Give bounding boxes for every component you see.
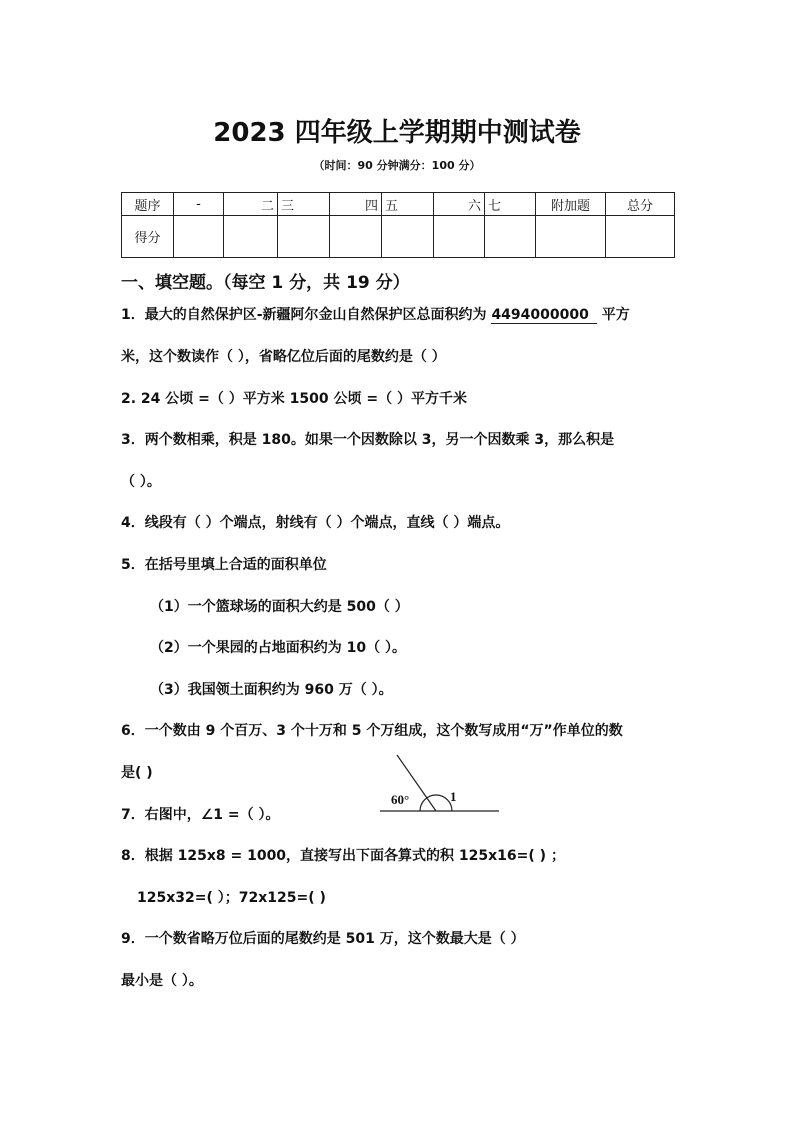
header-cell-5: 五 bbox=[382, 193, 434, 216]
header-cell-bonus: 附加题 bbox=[536, 193, 606, 216]
score-cell[interactable] bbox=[382, 216, 434, 258]
question-6-line-1: 6．一个数由 9 个百万、3 个十万和 5 个万组成，这个数写成用“万”作单位的数 bbox=[121, 723, 623, 739]
angle-label-1: 1 bbox=[450, 789, 457, 804]
score-cell[interactable] bbox=[174, 216, 224, 258]
score-table bbox=[121, 192, 675, 258]
question-6-line-2: 是( ) bbox=[121, 765, 153, 781]
score-cell[interactable] bbox=[330, 216, 382, 258]
score-cell[interactable] bbox=[606, 216, 675, 258]
exam-info: （时间：90 分钟满分：100 分） bbox=[313, 159, 481, 172]
question-5-item-1: （1）一个篮球场的面积大约是 500（ ） bbox=[150, 599, 409, 615]
question-1-line-1 bbox=[121, 304, 630, 324]
header-cell-order: 题序 bbox=[122, 193, 174, 216]
question-1-line-2: 米，这个数读作（ ），省略亿位后面的尾数约是（ ） bbox=[121, 349, 446, 365]
section-heading-fill-blank: 一、填空题。（每空 1 分，共 19 分） bbox=[121, 273, 410, 293]
score-table-header-row bbox=[122, 193, 675, 216]
score-cell[interactable] bbox=[278, 216, 330, 258]
score-cell[interactable] bbox=[434, 216, 485, 258]
question-5-item-2: （2）一个果园的占地面积约为 10（ ）。 bbox=[150, 640, 406, 656]
score-cell[interactable] bbox=[485, 216, 536, 258]
question-9-line-1: 9．一个数省略万位后面的尾数约是 501 万，这个数最大是（ ） bbox=[121, 931, 525, 947]
header-cell-4: 四 bbox=[330, 193, 382, 216]
question-5-item-3: （3）我国领土面积约为 960 万（ ）。 bbox=[150, 682, 393, 698]
score-cell[interactable] bbox=[224, 216, 278, 258]
question-7: 7．右图中，∠1 =（ ）。 bbox=[121, 807, 280, 823]
header-cell-3: 三 bbox=[278, 193, 330, 216]
page-title: 2023 四年级上学期期中测试卷 bbox=[213, 118, 581, 148]
angle-figure bbox=[375, 752, 505, 818]
question-5-stem: 5．在括号里填上合适的面积单位 bbox=[121, 557, 327, 573]
area-number: 4494000000 bbox=[491, 307, 596, 324]
score-cell[interactable] bbox=[536, 216, 606, 258]
header-cell-7: 七 bbox=[485, 193, 536, 216]
score-table-score-row bbox=[122, 216, 675, 258]
header-cell-6: 六 bbox=[434, 193, 485, 216]
question-3-line-1: 3．两个数相乘，积是 180。如果一个因数除以 3，另一个因数乘 3，那么积是 bbox=[121, 432, 615, 448]
question-9-line-2: 最小是（ ）。 bbox=[121, 973, 203, 989]
header-cell-2: 二 bbox=[224, 193, 278, 216]
angle-arc bbox=[420, 795, 452, 811]
header-cell-total: 总分 bbox=[606, 193, 675, 216]
question-3-line-2: （ ）。 bbox=[121, 474, 161, 490]
score-row-label: 得分 bbox=[122, 216, 174, 258]
header-cell-1: - bbox=[174, 193, 224, 216]
angle-label-60: 60° bbox=[391, 792, 410, 807]
question-8-line-2: 125x32=( ）；72x125=( ) bbox=[137, 890, 326, 906]
question-1-suffix: 平方 bbox=[601, 307, 630, 323]
question-4: 4．线段有（ ）个端点，射线有（ ）个端点，直线（ ）端点。 bbox=[121, 515, 510, 531]
question-8-line-1: 8．根据 125x8 = 1000，直接写出下面各算式的积 125x16=( ) ； bbox=[121, 848, 565, 864]
question-1-prefix: 1．最大的自然保护区-新疆阿尔金山自然保护区总面积约为 bbox=[121, 307, 487, 323]
question-2: 2. 24 公顷 =（ ）平方米 1500 公顷 =（ ）平方千米 bbox=[121, 391, 467, 407]
